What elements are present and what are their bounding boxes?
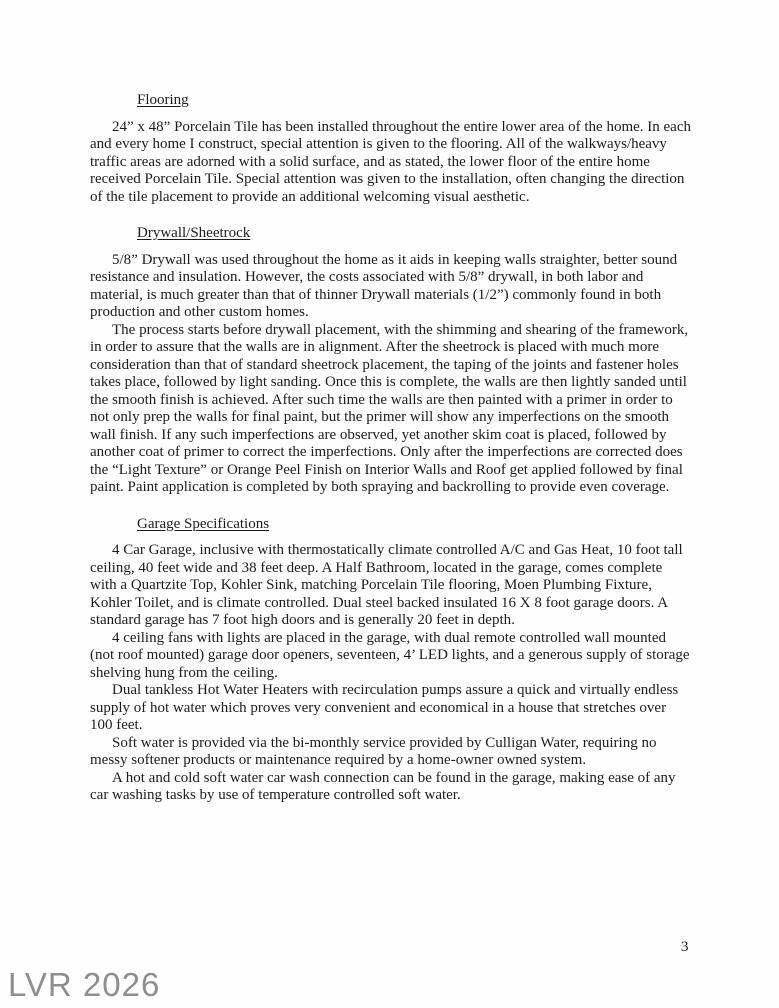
watermark: LVR 2026 [8,966,161,1003]
paragraph: 5/8” Drywall was used throughout the home as it aids in keeping walls straighter, better sound resistance and insulation. However, the costs associated with 5/8” drywall, in both labor and material, is much greater than that of thinner Drywall materials (1/2”) commonly found in both production and other custom homes. [90,251,678,320]
section-garage [90,516,691,805]
paragraph: Dual tankless Hot Water Heaters with recirculation pumps assure a quick and virtually endless supply of hot water which proves very convenient and economical in a house that stretches over 100 feet. [90,682,679,733]
paragraph: 24” x 48” Porcelain Tile has been installed throughout the entire lower area of the home. In each and every home I construct, special attention is given to the flooring. All of the walkways/heavy traffic areas are adorned with a solid surface, and as stated, the lower floor of the entire home received Porcelain Tile. Special attention was given to the installation, often changing the direction of the tile placement to provide an additional welcoming visual aesthetic. [90,118,691,205]
document-body [90,92,691,805]
section-flooring [90,92,691,206]
section-drywall [90,225,691,497]
paragraph: A hot and cold soft water car wash connection can be found in the garage, making ease of any car washing tasks by use of temperature controlled soft water. [90,769,676,803]
section-heading-flooring: Flooring [137,92,189,108]
paragraph: The process starts before drywall placement, with the shimming and shearing of the framework, in order to assure that the walls are in alignment. After the sheetrock is placed with much more consideration than that of standard sheetrock placement, the taping of the joints and fastener holes takes place, followed by light sanding. Once this is complete, the walls are then lightly sanded until the smooth finish is achieved. After such time the walls are then painted with a primer in order to not only prep the walls for final paint, but the primer will show any imperfections on the smooth wall finish. If any such imperfections are observed, yet another skim coat is placed, followed by another coat of primer to correct the imperfections. Only after the imperfections are corrected does the “Light Texture” or Orange Peel Finish on Interior Walls and Roof get applied followed by final paint. Paint application is completed by both spraying and backrolling to provide even coverage. [90,321,689,495]
page-number: 3 [681,939,689,955]
section-heading-drywall: Drywall/Sheetrock [137,225,251,241]
paragraph: 4 ceiling fans with lights are placed in the garage, with dual remote controlled wall mounted (not roof mounted) garage door openers, seventeen, 4’ LED lights, and a generous supply of storage shelving hung from the ceiling. [90,629,690,681]
section-heading-garage: Garage Specifications [137,515,270,532]
paragraph: Soft water is provided via the bi-monthly service provided by Culligan Water, requiring no messy softener products or maintenance required by a home-owner owned system. [90,734,657,768]
paragraph: 4 Car Garage, inclusive with thermostatically climate controlled A/C and Gas Heat, 10 foot tall ceiling, 40 feet wide and 38 feet deep. A Half Bathroom, located in the garage, comes complete with a Quartzite Top, Kohler Sink, matching Porcelain Tile flooring, Moen Plumbing Fixture, Kohler Toilet, and is climate controlled. Dual steel backed insulated 16 X 8 foot garage doors. A standard garage has 7 foot high doors and is generally 20 feet in depth. [90,542,683,628]
